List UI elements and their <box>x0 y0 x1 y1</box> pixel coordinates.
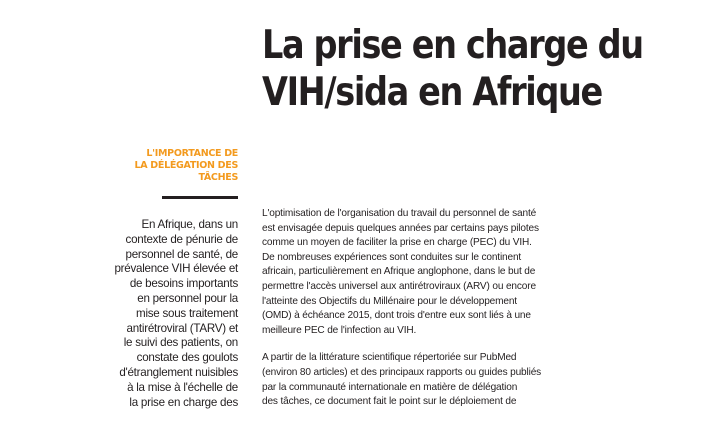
sidebar-line: à la mise à l'échelle de <box>127 380 238 394</box>
sidebar-line: d'étranglement nuisibles <box>119 365 238 379</box>
body-line: L'optimisation de l'organisation du travail du personnel de santé <box>262 208 537 219</box>
kicker-line-2: LA DÉLÉGATION DES <box>134 160 238 171</box>
article-title <box>262 22 643 116</box>
body-paragraph-2 <box>262 351 574 409</box>
body-line: A partir de la littérature scientifique répertoriée sur PubMed <box>262 352 517 364</box>
sidebar-line: antirétroviral (TARV) et <box>126 321 238 335</box>
body-line: (environ 80 articles) et des principaux rapports ou guides publiés <box>262 366 542 378</box>
body-paragraph-1 <box>262 207 574 338</box>
body-line: africain, particulièrement en Afrique anglophone, dans le but de <box>262 266 536 278</box>
kicker-line-3: TÂCHES <box>198 172 238 183</box>
body-line: est envisagée depuis quelques années par certains pays pilotes <box>262 222 539 234</box>
body-line: comme un moyen de faciliter la prise en charge (PEC) du VIH. <box>262 237 532 249</box>
body-line: permettre l'accès universel aux antirétroviraux (ARV) ou encore <box>262 280 536 292</box>
sidebar-intro <box>112 218 238 410</box>
sidebar-line: constate des goulots <box>136 351 238 365</box>
title-line-2: VIH/sida en Afrique <box>262 70 602 115</box>
body-line: De nombreuses expériences sont conduites sur le continent <box>262 251 522 263</box>
kicker-divider <box>162 196 238 199</box>
body-line: des tâches, ce document fait le point sur le déploiement de <box>262 396 517 408</box>
sidebar-line: la prise en charge des <box>129 395 238 409</box>
body-text <box>262 207 574 423</box>
body-line: (OMD) à échéance 2015, dont trois d'entre eux sont liés à une <box>262 310 531 322</box>
sidebar-line: de besoins importants <box>129 277 238 291</box>
body-line: meilleure PEC de l'infection au VIH. <box>262 324 417 336</box>
sidebar-line: contexte de pénurie de <box>125 232 238 246</box>
kicker-line-1: L'IMPORTANCE DE <box>146 148 238 159</box>
sidebar-line: mise sous traitement <box>136 306 238 320</box>
sidebar-line: en personnel pour la <box>137 291 238 305</box>
body-line: l'atteinte des Objectifs du Millénaire pour le développement <box>262 295 517 307</box>
sidebar-line: personnel de santé, de <box>125 247 238 261</box>
sidebar-line: le suivi des patients, on <box>123 336 238 350</box>
body-line: par la communauté internationale en matière de délégation <box>262 381 518 393</box>
sidebar-line: prévalence VIH élevée et <box>114 262 238 276</box>
section-kicker <box>120 148 238 184</box>
sidebar-line: En Afrique, dans un <box>141 218 238 231</box>
title-line-1: La prise en charge du <box>262 23 643 68</box>
